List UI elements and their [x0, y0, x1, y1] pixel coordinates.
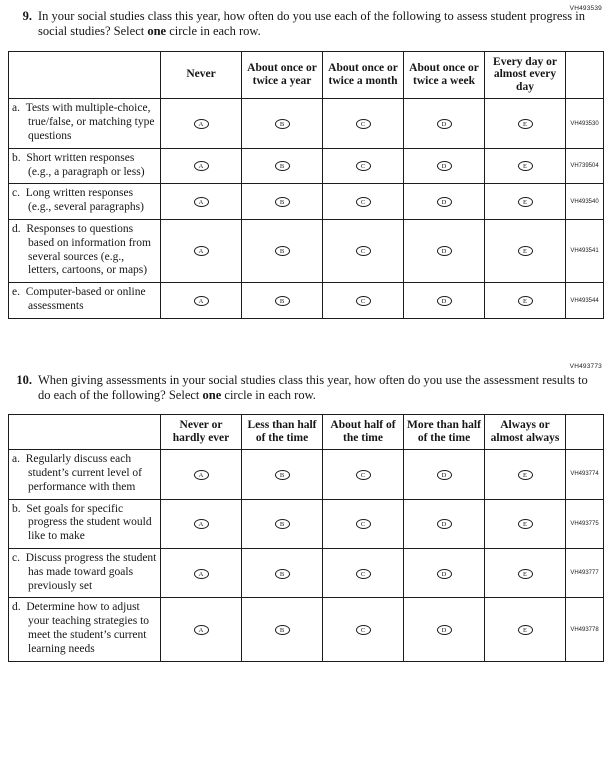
answer-bubble[interactable]: A [194, 161, 209, 171]
column-header: Always or almost always [485, 415, 566, 450]
column-header: About half of the time [323, 415, 404, 450]
table-row [9, 549, 604, 598]
answer-cell [161, 499, 242, 548]
answer-cell [404, 184, 485, 220]
table-row [9, 184, 604, 220]
row-label-cell [9, 220, 161, 283]
row-label-cell [9, 283, 161, 319]
answer-cell [242, 549, 323, 598]
answer-cell [323, 99, 404, 148]
answer-cell [404, 148, 485, 184]
answer-cell [404, 99, 485, 148]
answer-bubble[interactable]: D [437, 569, 452, 579]
row-label-wrap [12, 552, 157, 593]
answer-cell [242, 184, 323, 220]
question-9-text-pre: In your social studies class this year, how often do you use each of the following to assess student progress in social studies? Select [38, 9, 585, 39]
row-label: Responses to questions based on information from several sources (e.g., letters, cartoons, or maps) [26, 223, 151, 277]
row-letter: c. [12, 187, 20, 200]
row-letter: d. [12, 223, 21, 236]
table-row [9, 99, 604, 148]
answer-bubble[interactable]: B [275, 569, 290, 579]
answer-cell [242, 148, 323, 184]
answer-bubble[interactable]: B [275, 161, 290, 171]
answer-cell [404, 598, 485, 661]
question-9-text-bold: one [147, 24, 167, 39]
corner-cell [9, 415, 161, 450]
answer-cell [404, 220, 485, 283]
answer-bubble[interactable]: B [275, 519, 290, 529]
answer-bubble[interactable]: E [518, 519, 533, 529]
column-header: Never [161, 51, 242, 99]
row-label-wrap [12, 286, 157, 314]
table-row [9, 220, 604, 283]
row-label-cell [9, 184, 161, 220]
column-header: Less than half of the time [242, 415, 323, 450]
answer-cell [404, 450, 485, 499]
question-10-text-pre: When giving assessments in your social studies class this year, how often do you use the assessment results to do each of the following? Select [38, 372, 588, 403]
table-row [9, 598, 604, 661]
column-header: About once or twice a year [242, 51, 323, 99]
answer-cell [485, 184, 566, 220]
answer-cell [485, 220, 566, 283]
table-row [9, 148, 604, 184]
row-label-wrap [12, 503, 157, 544]
column-header: Never or hardly ever [161, 415, 242, 450]
column-header: About once or twice a month [323, 51, 404, 99]
answer-cell [323, 598, 404, 661]
answer-bubble[interactable]: B [275, 246, 290, 256]
row-label: Tests with multiple-choice, true/false, or matching type questions [25, 102, 155, 143]
question-10-text-bold: one [202, 388, 222, 403]
row-letter: a. [12, 102, 20, 115]
answer-bubble[interactable]: A [194, 569, 209, 579]
row-label-wrap [12, 601, 157, 656]
answer-cell [161, 283, 242, 319]
row-label: Discuss progress the student has made toward goals previously set [25, 552, 157, 592]
answer-cell [404, 549, 485, 598]
question-10-number: 10. [16, 372, 32, 387]
column-header: Every day or almost every day [485, 51, 566, 99]
answer-cell [323, 220, 404, 283]
answer-bubble[interactable]: D [437, 296, 452, 306]
row-label-wrap [12, 152, 157, 180]
answer-bubble[interactable]: A [194, 625, 209, 635]
answer-cell [161, 184, 242, 220]
table-row [9, 499, 604, 548]
answer-bubble[interactable]: C [356, 470, 371, 480]
answer-bubble[interactable]: A [194, 470, 209, 480]
answer-cell [161, 148, 242, 184]
answer-cell [323, 148, 404, 184]
table-row [9, 450, 604, 499]
answer-bubble[interactable]: E [518, 296, 533, 306]
header-row [9, 51, 604, 99]
answer-cell [161, 549, 242, 598]
answer-bubble[interactable]: B [275, 197, 290, 207]
row-label: Regularly discuss each student’s current level of performance with them [25, 453, 143, 493]
answer-bubble[interactable]: D [437, 197, 452, 207]
question-10-section [8, 373, 603, 662]
answer-bubble[interactable]: C [356, 197, 371, 207]
row-label-cell [9, 549, 161, 598]
answer-bubble[interactable]: C [356, 246, 371, 256]
answer-cell [161, 450, 242, 499]
row-label-wrap [12, 453, 157, 494]
row-label: Computer-based or online assessments [25, 286, 146, 313]
row-code: VH493775 [566, 499, 604, 548]
row-code: VH493774 [566, 450, 604, 499]
answer-bubble[interactable]: A [194, 296, 209, 306]
answer-cell [485, 283, 566, 319]
answer-cell [242, 598, 323, 661]
answer-bubble[interactable]: C [356, 119, 371, 129]
answer-cell [242, 450, 323, 499]
answer-bubble[interactable]: C [356, 569, 371, 579]
answer-bubble[interactable]: D [437, 519, 452, 529]
column-header: More than half of the time [404, 415, 485, 450]
code-column-header [566, 415, 604, 450]
row-label: Short written responses (e.g., a paragraph or less) [26, 151, 145, 178]
answer-bubble[interactable]: A [194, 119, 209, 129]
row-label-wrap [12, 223, 157, 278]
row-code: VH493541 [566, 220, 604, 283]
answer-bubble[interactable]: D [437, 119, 452, 129]
row-letter: d. [12, 601, 21, 614]
answer-cell [242, 499, 323, 548]
question-10-prompt [8, 373, 603, 404]
answer-bubble[interactable]: E [518, 470, 533, 480]
row-label: Determine how to adjust your teaching strategies to meet the student’s current learning needs [26, 601, 150, 655]
answer-cell [242, 283, 323, 319]
row-letter: a. [12, 453, 20, 466]
answer-bubble[interactable]: E [518, 625, 533, 635]
answer-bubble[interactable]: C [356, 161, 371, 171]
row-letter: b. [12, 502, 21, 515]
answer-bubble[interactable]: C [356, 625, 371, 635]
row-label-cell [9, 450, 161, 499]
answer-cell [485, 549, 566, 598]
answer-cell [323, 549, 404, 598]
row-code: VH739504 [566, 148, 604, 184]
answer-cell [323, 184, 404, 220]
answer-bubble[interactable]: E [518, 197, 533, 207]
answer-cell [404, 283, 485, 319]
code-column-header [566, 51, 604, 99]
answer-cell [485, 99, 566, 148]
table-row [9, 283, 604, 319]
row-label-cell [9, 499, 161, 548]
question-9-section [8, 9, 603, 319]
question-10-text-post: circle in each row. [221, 388, 316, 403]
answer-bubble[interactable]: E [518, 569, 533, 579]
answer-cell [404, 499, 485, 548]
answer-bubble[interactable]: D [437, 625, 452, 635]
row-label-cell [9, 148, 161, 184]
answer-bubble[interactable]: C [356, 296, 371, 306]
answer-bubble[interactable]: D [437, 470, 452, 480]
answer-cell [485, 148, 566, 184]
row-code: VH493540 [566, 184, 604, 220]
answer-cell [485, 499, 566, 548]
header-row [9, 415, 604, 450]
answer-bubble[interactable]: B [275, 625, 290, 635]
question-9-prompt [8, 9, 603, 40]
question-9-table [8, 51, 604, 319]
answer-cell [242, 220, 323, 283]
answer-bubble[interactable]: B [275, 119, 290, 129]
answer-bubble[interactable]: D [437, 246, 452, 256]
answer-bubble[interactable]: E [518, 161, 533, 171]
answer-bubble[interactable]: B [275, 470, 290, 480]
question-9-number: 9. [22, 9, 32, 23]
row-label-wrap [12, 187, 157, 215]
answer-bubble[interactable]: C [356, 519, 371, 529]
answer-bubble[interactable]: E [518, 246, 533, 256]
row-letter: e. [12, 286, 20, 299]
column-header: About once or twice a week [404, 51, 485, 99]
answer-bubble[interactable]: E [518, 119, 533, 129]
answer-cell [161, 598, 242, 661]
answer-bubble[interactable]: A [194, 519, 209, 529]
corner-cell [9, 51, 161, 99]
row-code: VH493530 [566, 99, 604, 148]
row-code: VH493544 [566, 283, 604, 319]
question-10-text [38, 373, 594, 404]
answer-cell [323, 283, 404, 319]
row-label-wrap [12, 102, 157, 143]
row-label: Set goals for specific progress the student would like to make [26, 502, 152, 543]
answer-cell [242, 99, 323, 148]
question-9-text [38, 9, 594, 40]
answer-bubble[interactable]: A [194, 246, 209, 256]
question-9-code: VH493539 [569, 5, 602, 12]
row-code: VH493777 [566, 549, 604, 598]
question-10-table [8, 414, 604, 661]
row-label-cell [9, 598, 161, 661]
answer-cell [323, 499, 404, 548]
question-10-code: VH493773 [569, 362, 602, 370]
answer-cell [485, 598, 566, 661]
row-label-cell [9, 99, 161, 148]
row-code: VH493778 [566, 598, 604, 661]
answer-cell [161, 99, 242, 148]
row-letter: c. [12, 552, 20, 565]
answer-cell [485, 450, 566, 499]
answer-cell [323, 450, 404, 499]
answer-bubble[interactable]: B [275, 296, 290, 306]
row-letter: b. [12, 151, 21, 164]
answer-bubble[interactable]: D [437, 161, 452, 171]
row-label: Long written responses (e.g., several paragraphs) [25, 187, 144, 214]
answer-cell [161, 220, 242, 283]
question-9-text-post: circle in each row. [166, 24, 261, 39]
answer-bubble[interactable]: A [194, 197, 209, 207]
